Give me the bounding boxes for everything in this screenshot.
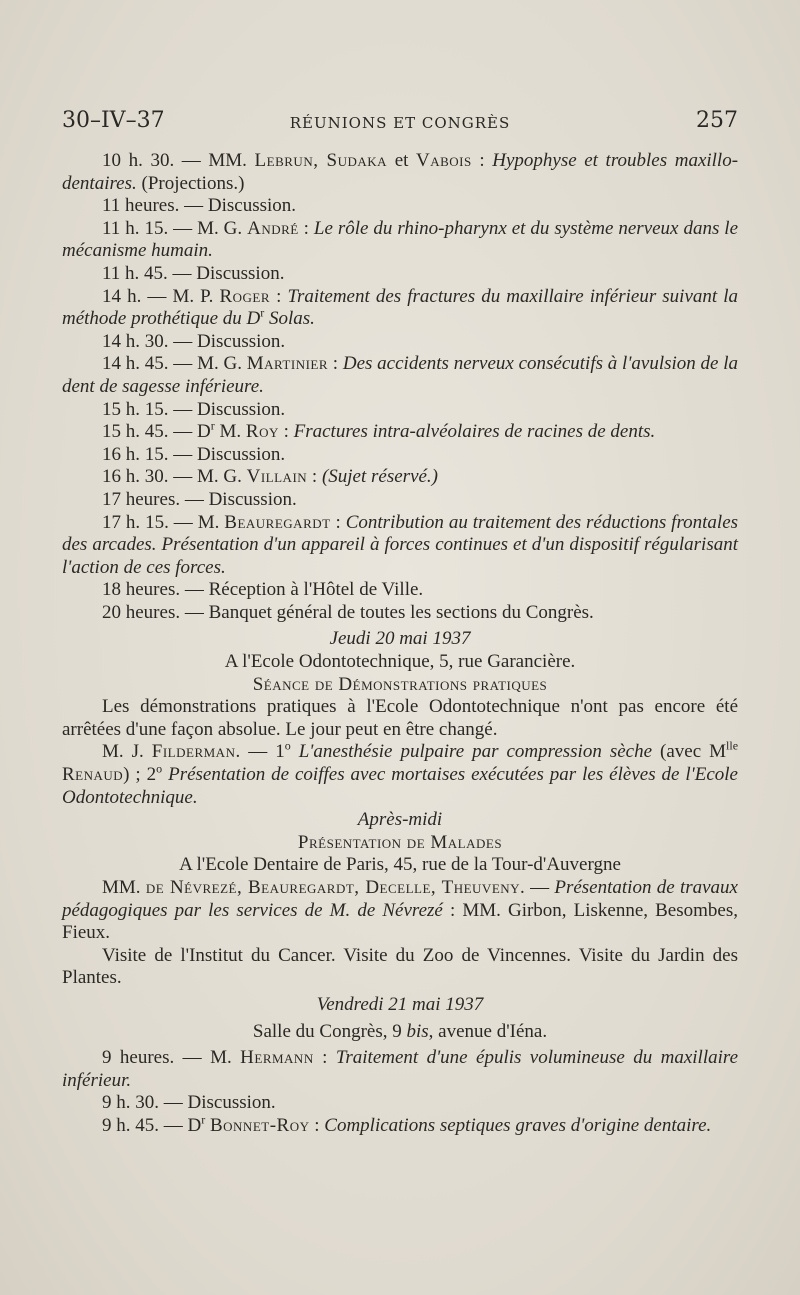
day-heading-friday: Vendredi 21 mai 1937 bbox=[316, 993, 484, 1015]
date-code: 30–IV–37 bbox=[62, 108, 165, 133]
program-entry: 14 h. 30. — Discussion. bbox=[102, 330, 286, 352]
day-heading-thursday: Jeudi 20 mai 1937 bbox=[329, 628, 471, 650]
page-header bbox=[62, 108, 738, 138]
afternoon-heading: Après-midi bbox=[357, 809, 443, 831]
program-entry: 9 h. 45. — $D^r$ Bonnet-Roy : Complications septiques graves d'origine dentaire. bbox=[102, 1112, 712, 1136]
program-entry: 16 h. 30. — M. G. Villain : (Sujet réservé.) bbox=[102, 466, 439, 488]
program-entry: 18 heures. — Réception à l'Hôtel de Ville. bbox=[102, 579, 424, 601]
program-entry: 11 h. 15. — M. G. André : Le rôle du rhino-pharynx et du système nerveux dans le mécanisme humain. bbox=[62, 217, 738, 262]
venue-thursday: A l'Ecole Odontotechnique, 5, rue Garancière. bbox=[224, 651, 576, 673]
visits-paragraph: Visite de l'Institut du Cancer. Visite du Zoo de Vincennes. Visite du Jardin des Plantes. bbox=[62, 944, 738, 989]
running-title: RÉUNIONS ET CONGRÈS bbox=[289, 114, 511, 132]
venue-friday: Salle du Congrès, 9 bis, avenue d'Iéna. bbox=[252, 1020, 548, 1042]
page-number: 257 bbox=[696, 108, 738, 133]
session-title: Séance de Démonstrations pratiques bbox=[252, 673, 548, 695]
program-entry: 10 h. 30. — MM. Lebrun, Sudaka et Vabois : Hypophyse et troubles maxillo-dentaires. (Projections.) bbox=[62, 150, 739, 194]
program-entry: 11 h. 45. — Discussion. bbox=[102, 262, 285, 284]
program-entry: 9 h. 30. — Discussion. bbox=[102, 1092, 276, 1114]
program-entry: 14 h. — M. P. Roger : Traitement des fractures du maxillaire inférieur suivant la méthode prothétique du $D^r$ Solas. bbox=[62, 285, 739, 330]
program-entry: 14 h. 45. — M. G. Martinier : Des accidents nerveux consécutifs à l'avulsion de la dent de sagesse inférieure. bbox=[62, 353, 739, 397]
program-entry: 15 h. 45. — $D^r$ M. Roy : Fractures intra-alvéolaires de racines de dents. bbox=[102, 418, 656, 443]
program-entry: 9 heures. — M. Hermann : Traitement d'une épulis volumineuse du maxillaire inférieur. bbox=[62, 1047, 739, 1091]
program-entry: 20 heures. — Banquet général de toutes les sections du Congrès. bbox=[102, 601, 594, 623]
program-entry: 17 heures. — Discussion. bbox=[102, 488, 297, 510]
program-entry: 11 heures. — Discussion. bbox=[102, 195, 297, 217]
program-entry: 15 h. 15. — Discussion. bbox=[102, 398, 286, 420]
presentation-entry: MM. de Névrezé, Beauregardt, Decelle, Theuveny. — Présentation de travaux pédagogiques par les services de M. de Névrezé : MM. Girbon, Liskenne, Besombes, Fieux. bbox=[62, 877, 738, 944]
program-entry: 17 h. 15. — M. Beauregardt : Contribution au traitement des réductions frontales des arcades. Présentation d'un appareil à forces continues et d'un dispositif régularisant l'action de ces forces. bbox=[62, 511, 739, 578]
program-entry: 16 h. 15. — Discussion. bbox=[102, 443, 286, 465]
page-body bbox=[62, 150, 738, 1138]
demo-entry: M. J. Filderman. — 1$^o$ L'anesthésie pulpaire par compression sèche (avec $M^{lle}$ Renaud) ; 2$^o$ Présentation de coiffes avec mortaises exécutées par les élèves de l'Ecole Odontotechnique. bbox=[62, 739, 739, 808]
paragraph-demonstrations: Les démonstrations pratiques à l'Ecole Odontotechnique n'ont pas encore été arrêtées d'une façon absolue. Le jour peut en être changé. bbox=[62, 696, 738, 740]
afternoon-venue: A l'Ecole Dentaire de Paris, 45, rue de la Tour-d'Auvergne bbox=[179, 854, 621, 876]
afternoon-session-title: Présentation de Malades bbox=[297, 831, 503, 853]
